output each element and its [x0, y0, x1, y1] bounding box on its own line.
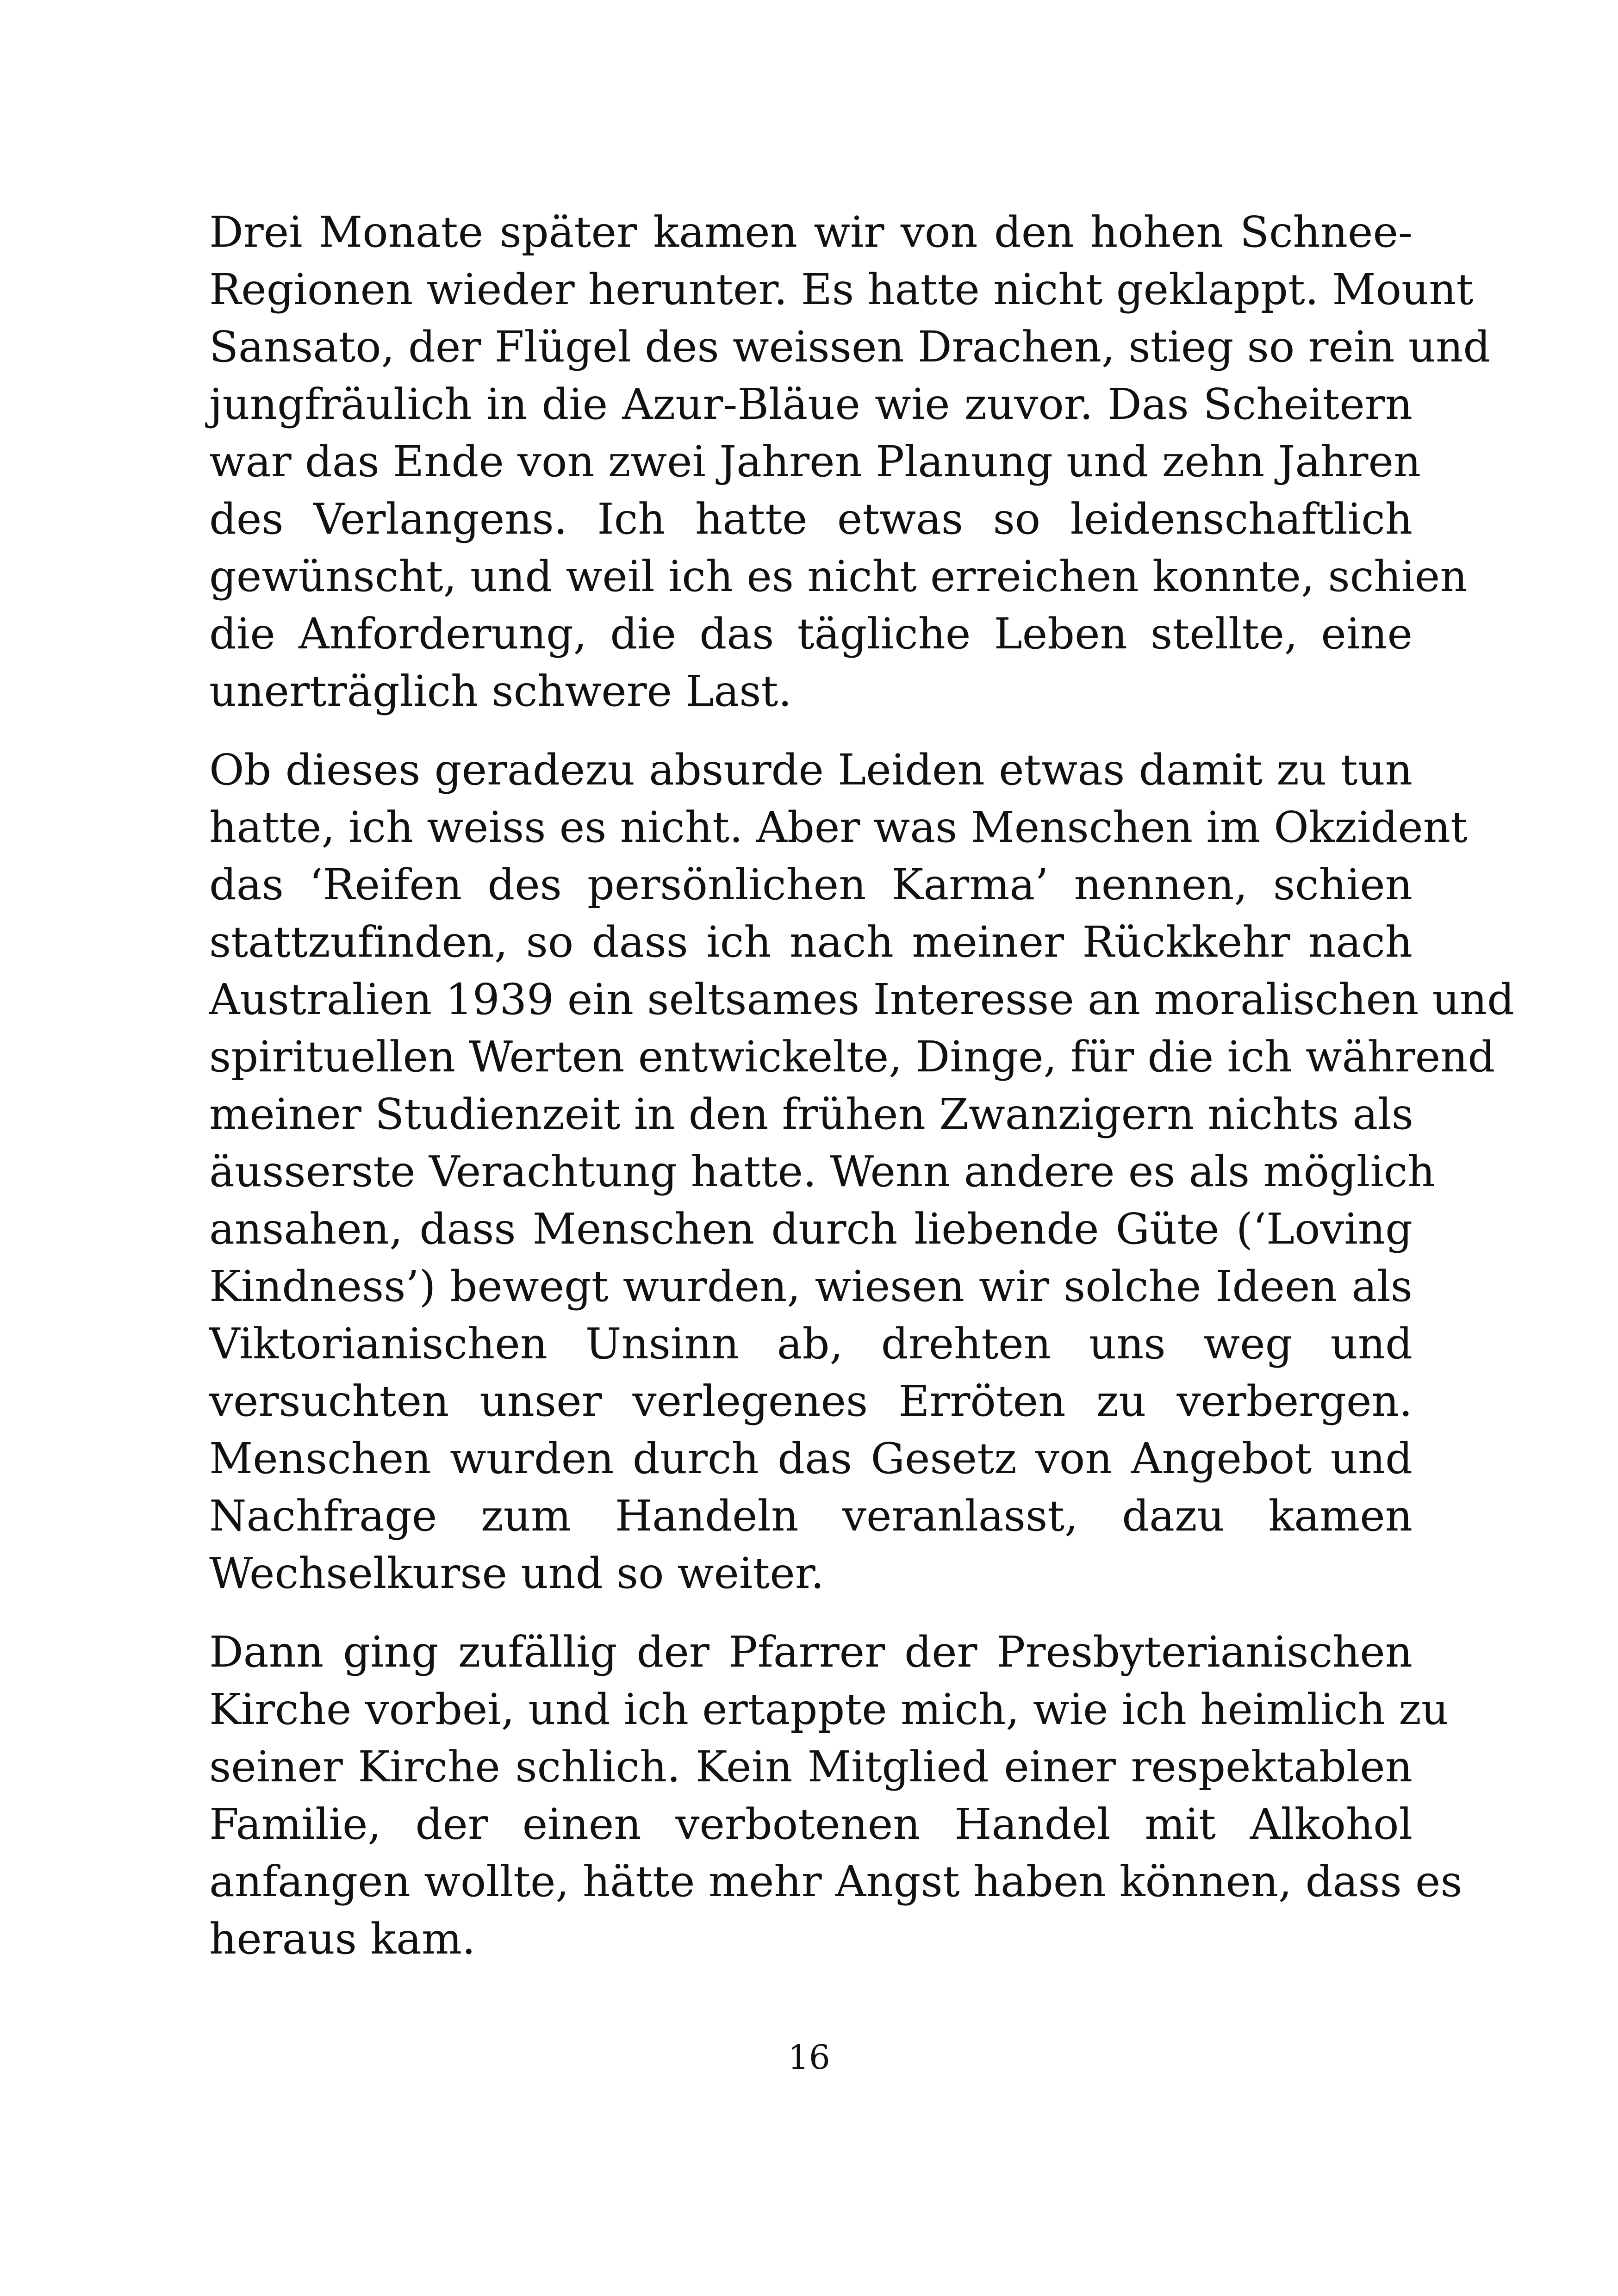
- text-line: Menschen wurden durch das Gesetz von Angebot und: [209, 1434, 1413, 1483]
- text-line: meiner Studienzeit in den frühen Zwanzigern nichts als: [209, 1089, 1413, 1139]
- text-line: seiner Kirche schlich. Kein Mitglied einer respektablen: [209, 1742, 1413, 1792]
- text-line: anfangen wollte, hätte mehr Angst haben können, dass es: [209, 1857, 1462, 1906]
- text-line: versuchten unser verlegenes Erröten zu verbergen.: [209, 1376, 1413, 1426]
- body-text: [209, 204, 1515, 1989]
- text-line: spirituellen Werten entwickelte, Dinge, für die ich während: [209, 1032, 1495, 1082]
- text-line: die Anforderung, die das tägliche Leben stellte, eine: [209, 609, 1413, 659]
- paragraph-1: [209, 204, 1491, 720]
- text-line: Dann ging zufällig der Pfarrer der Presbyterianischen: [209, 1627, 1413, 1677]
- paragraph-3: [209, 1624, 1462, 1968]
- text-line: Viktorianischen Unsinn ab, drehten uns weg und: [209, 1319, 1413, 1369]
- text-line: hatte, ich weiss es nicht. Aber was Menschen im Okzident: [209, 803, 1468, 852]
- text-line: Kirche vorbei, und ich ertappte mich, wie ich heimlich zu: [209, 1685, 1449, 1734]
- text-line: Sansato, der Flügel des weissen Drachen, stieg so rein und: [209, 322, 1491, 372]
- text-line: Regionen wieder herunter. Es hatte nicht geklappt. Mount: [209, 265, 1474, 314]
- text-line: Drei Monate später kamen wir von den hohen Schnee-: [209, 207, 1413, 257]
- text-line: äusserste Verachtung hatte. Wenn andere es als möglich: [209, 1147, 1435, 1196]
- text-line: Australien 1939 ein seltsames Interesse an moralischen und: [209, 975, 1515, 1024]
- text-line: Wechselkurse und so weiter.: [209, 1549, 824, 1598]
- text-line: Familie, der einen verbotenen Handel mit Alkohol: [209, 1799, 1413, 1849]
- text-line: heraus kam.: [209, 1914, 476, 1964]
- text-line: Kindness’) bewegt wurden, wiesen wir solche Ideen als: [209, 1262, 1413, 1311]
- text-line: Nachfrage zum Handeln veranlasst, dazu kamen: [209, 1491, 1413, 1541]
- page-number: 16: [788, 2038, 830, 2077]
- text-line: ansahen, dass Menschen durch liebende Güte (‘Loving: [209, 1204, 1413, 1254]
- text-line: Ob dieses geradezu absurde Leiden etwas damit zu tun: [209, 745, 1413, 795]
- text-line: das ‘Reifen des persönlichen Karma’ nennen, schien: [209, 860, 1413, 909]
- text-line: stattzufinden, so dass ich nach meiner Rückkehr nach: [209, 917, 1413, 967]
- text-line: jungfräulich in die Azur-Bläue wie zuvor. Das Scheitern: [209, 380, 1413, 429]
- text-line: war das Ende von zwei Jahren Planung und zehn Jahren: [209, 437, 1421, 486]
- text-line: des Verlangens. Ich hatte etwas so leidenschaftlich: [209, 494, 1413, 544]
- text-line: unerträglich schwere Last.: [209, 666, 792, 716]
- text-line: gewünscht, und weil ich es nicht erreichen konnte, schien: [209, 552, 1468, 601]
- paragraph-2: [209, 741, 1515, 1602]
